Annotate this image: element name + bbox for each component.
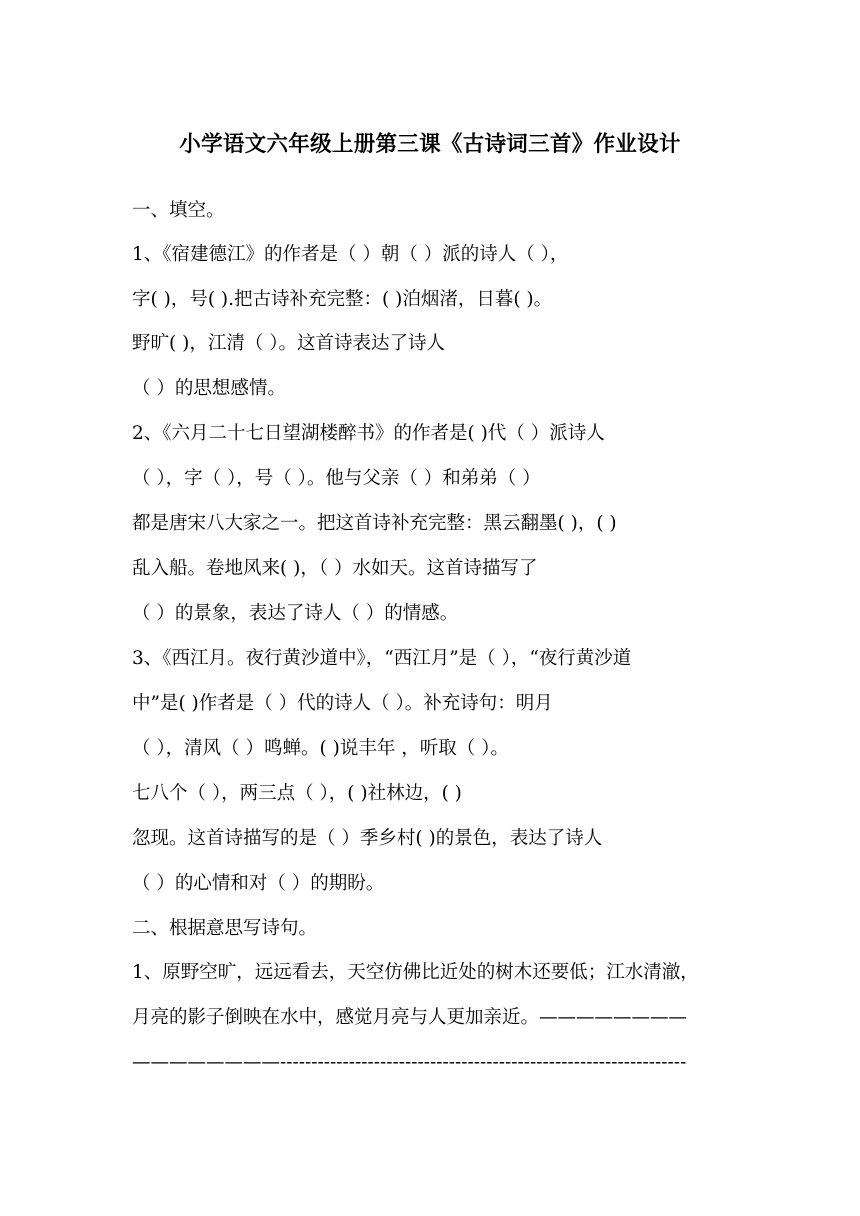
q3-line-1: 3、《西江月。夜行黄沙道中》，“西江月”是（ ），“夜行黄沙道 [132,648,632,669]
p1-answer-line: ————————----------------------------------------------------------------- [132,1052,687,1073]
p1-line-1: 1、原野空旷，远远看去，天空仿佛比近处的树木还要低；江水清澈， [132,962,699,983]
q2-line-3: 都是唐宋八大家之一。把这首诗补充完整：黑云翻墨( )，( ) [132,513,617,534]
q3-line-4: 七八个（ ），两三点（ ），( )社林边，( ) [132,783,462,804]
section-heading-fill-blank: 一、填空。 [132,200,225,221]
q3-line-2: 中”是( )作者是（ ）代的诗人（ ）。补充诗句：明月 [132,693,553,714]
q2-line-1: 2、《六月二十七日望湖楼醉书》的作者是( )代（ ）派诗人 [132,423,605,444]
q3-line-3: （ ），清风（ ）鸣蝉。( )说丰年 ，听取（ ）。 [132,738,509,759]
page-title: 小学语文六年级上册第三课《古诗词三首》作业设计 [179,132,681,157]
q1-line-2: 字( )，号( ).把古诗补充完整：( )泊烟渚，日暮( )。 [132,289,553,310]
q1-line-4: （ ）的思想感情。 [132,378,286,399]
q1-line-3: 野旷( )，江清（ ）。这首诗表达了诗人 [132,333,445,354]
q2-line-2: （ ），字（ ），号（ ）。他与父亲（ ）和弟弟（ ） [132,468,541,489]
section-heading-write-lines: 二、根据意思写诗句。 [132,918,318,939]
q1-line-1: 1、《宿建德江》的作者是（ ）朝（ ）派的诗人（ ）， [132,244,569,265]
q2-line-4: 乱入船。卷地风来( )，（ ）水如天。这首诗描写了 [132,558,538,579]
p1-line-2: 月亮的影子倒映在水中，感觉月亮与人更加亲近。———————— [132,1007,688,1028]
q2-line-5: （ ）的景象，表达了诗人（ ）的情感。 [132,603,459,624]
q3-line-6: （ ）的心情和对（ ）的期盼。 [132,873,385,894]
q3-line-5: 忽现。这首诗描写的是（ ）季乡村( )的景色，表达了诗人 [132,828,603,849]
